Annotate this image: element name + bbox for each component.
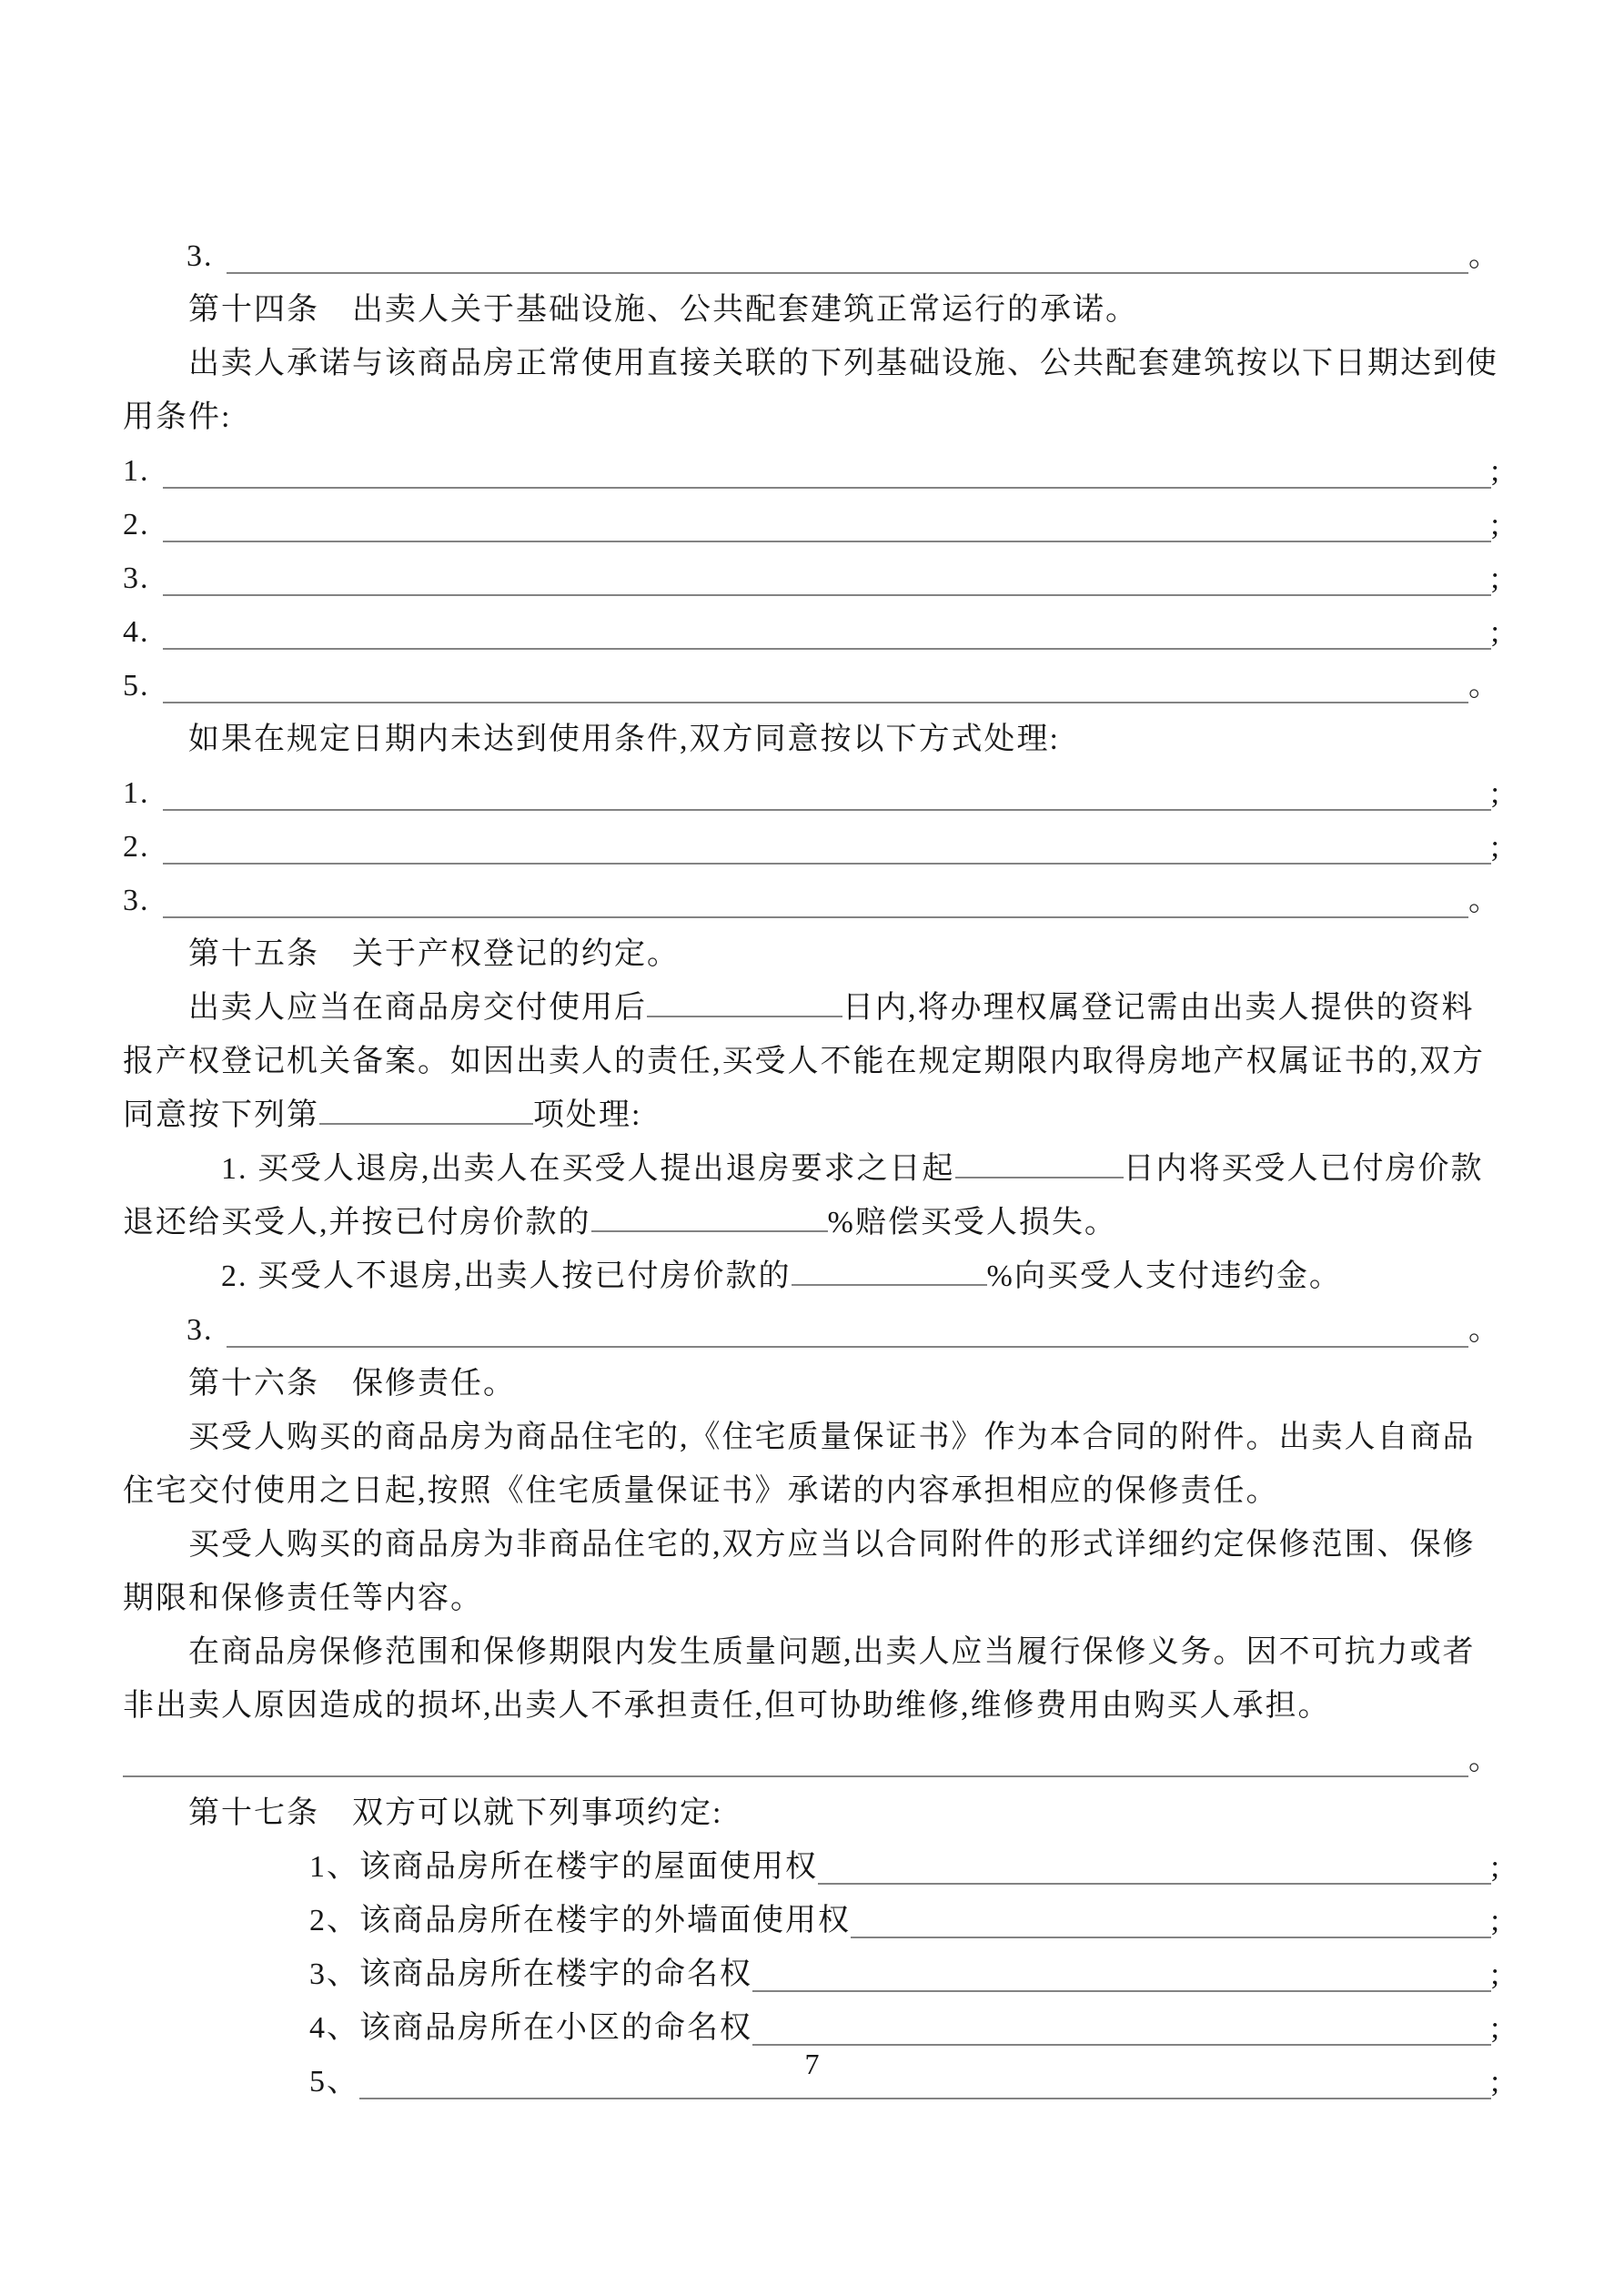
- item-number: 5.: [123, 669, 150, 703]
- fill-in-blank[interactable]: [227, 272, 1469, 274]
- item-punctuation: ;: [1490, 454, 1501, 488]
- fill-in-blank[interactable]: [818, 1883, 1491, 1885]
- item-punctuation: ;: [1490, 508, 1501, 541]
- page-number: 7: [804, 2048, 820, 2080]
- article-14-intro: 出卖人承诺与该商品房正常使用直接关联的下列基础设施、公共配套建筑按以下日期达到使用条件:: [123, 347, 1498, 434]
- fallback-blank-item: [123, 766, 1501, 820]
- item-number: 3.: [123, 884, 150, 917]
- item-label: 5、: [309, 2065, 359, 2099]
- fill-in-blank[interactable]: [163, 863, 1491, 865]
- paragraph-text: 项处理:: [533, 1098, 642, 1132]
- item-label: 1、该商品房所在楼宇的屋面使用权: [309, 1850, 818, 1884]
- item-punctuation: ;: [1490, 1957, 1501, 1991]
- fill-in-blank[interactable]: [163, 702, 1469, 703]
- article-17-item: [123, 1894, 1501, 1947]
- article-14-fallback-intro: 如果在规定日期内未达到使用条件,双方同意按以下方式处理:: [188, 723, 1060, 756]
- item-punctuation: ;: [1490, 830, 1501, 864]
- article-15-paragraph: [123, 981, 1501, 1142]
- fill-in-blank[interactable]: [163, 648, 1491, 650]
- fill-in-blank[interactable]: [955, 1149, 1124, 1178]
- fill-in-blank[interactable]: [591, 1203, 828, 1232]
- item-punctuation: 。: [1468, 884, 1501, 917]
- fallback-blank-item: [123, 820, 1501, 874]
- paragraph-text: 日内将买受人已付房价款退还给买受人,并按已付房价款的: [123, 1152, 1484, 1239]
- paragraph-text: %向买受人支付违约金。: [986, 1259, 1342, 1293]
- article-15-item-1: [123, 1142, 1501, 1249]
- item-number: 4.: [123, 615, 150, 649]
- item-label: 2、该商品房所在楼宇的外墙面使用权: [309, 1904, 851, 1937]
- facility-blank-item: [123, 605, 1501, 659]
- fill-in-blank[interactable]: [163, 487, 1491, 489]
- fill-in-blank[interactable]: [163, 541, 1491, 542]
- item-punctuation: ;: [1490, 1850, 1501, 1884]
- fill-in-blank[interactable]: [647, 988, 842, 1017]
- article-14-heading: 第十四条 出卖人关于基础设施、公共配套建筑正常运行的承诺。: [188, 293, 1138, 327]
- item-punctuation: ;: [1490, 2065, 1501, 2099]
- item-punctuation: 。: [1468, 239, 1501, 273]
- item-punctuation: ;: [1490, 615, 1501, 649]
- facility-blank-item: [123, 444, 1501, 498]
- article-17-item: [123, 1947, 1501, 2001]
- article-16-heading: 第十六条 保修责任。: [188, 1367, 516, 1401]
- paragraph-text: %赔偿买受人损失。: [827, 1206, 1117, 1239]
- item-number: 3.: [123, 561, 150, 595]
- article-17-heading: 第十七条 双方可以就下列事项约定:: [188, 1796, 723, 1830]
- facility-blank-item: [123, 498, 1501, 551]
- fill-in-blank[interactable]: [123, 1775, 1468, 1777]
- fill-in-blank[interactable]: [792, 1257, 987, 1286]
- fallback-blank-item: [123, 874, 1501, 927]
- item-punctuation: 。: [1468, 1743, 1501, 1776]
- fill-in-blank[interactable]: [851, 1937, 1491, 1938]
- item-punctuation: ;: [1490, 776, 1501, 810]
- item-number: 2.: [123, 508, 150, 541]
- article-15-heading: 第十五条 关于产权登记的约定。: [188, 937, 680, 971]
- article-16-paragraph-3: 在商品房保修范围和保修期限内发生质量问题,出卖人应当履行保修义务。因不可抗力或者非出卖人原因造成的损坏,出卖人不承担责任,但可协助维修,维修费用由购买人承担。: [123, 1635, 1476, 1723]
- article-15-item-2: [123, 1249, 1501, 1303]
- item-number: 2.: [123, 830, 150, 864]
- fill-in-blank[interactable]: [227, 1346, 1469, 1348]
- paragraph-text: 日内,将办理权属登记需由出卖人提供的资料报产权登记机关备案。如因出卖人的责任,买受人不能在规定期限内取得房地产权属证书的,双方同意按下列第: [123, 991, 1485, 1132]
- fill-in-blank[interactable]: [359, 2098, 1491, 2099]
- facility-blank-item: [123, 551, 1501, 605]
- fill-in-blank[interactable]: [163, 809, 1491, 811]
- item-label: 3、该商品房所在楼宇的命名权: [309, 1957, 752, 1991]
- paragraph-text: 2. 买受人不退房,出卖人按已付房价款的: [221, 1259, 792, 1293]
- item-number: 3.: [187, 239, 214, 273]
- paragraph-text: 出卖人应当在商品房交付使用后: [188, 991, 647, 1025]
- article-16-paragraph-2: 买受人购买的商品房为非商品住宅的,双方应当以合同附件的形式详细约定保修范围、保修期限和保修责任等内容。: [123, 1528, 1476, 1615]
- item-punctuation: ;: [1490, 2011, 1501, 2045]
- paragraph-text: 1. 买受人退房,出卖人在买受人提出退房要求之日起: [221, 1152, 955, 1186]
- full-width-blank-line: [123, 1733, 1501, 1786]
- item-number: 1.: [123, 454, 150, 488]
- item-punctuation: ;: [1490, 1904, 1501, 1937]
- item-punctuation: 。: [1468, 669, 1501, 703]
- article-17-item: [123, 1840, 1501, 1894]
- fill-in-blank[interactable]: [319, 1096, 533, 1125]
- item-number: 1.: [123, 776, 150, 810]
- facility-blank-item: [123, 659, 1501, 713]
- fill-in-blank[interactable]: [163, 594, 1491, 596]
- item-punctuation: 。: [1468, 1313, 1501, 1347]
- item-punctuation: ;: [1490, 561, 1501, 595]
- contract-body: [123, 229, 1501, 2109]
- article-15-item-3: [123, 1303, 1501, 1357]
- item-label: 4、该商品房所在小区的命名权: [309, 2011, 752, 2045]
- article-16-paragraph-1: 买受人购买的商品房为商品住宅的,《住宅质量保证书》作为本合同的附件。出卖人自商品住宅交付使用之日起,按照《住宅质量保证书》承诺的内容承担相应的保修责任。: [123, 1421, 1476, 1508]
- fill-in-blank[interactable]: [163, 916, 1469, 918]
- item-number: 3.: [187, 1313, 214, 1347]
- carryover-item-3: [123, 229, 1501, 283]
- fill-in-blank[interactable]: [752, 1990, 1491, 1992]
